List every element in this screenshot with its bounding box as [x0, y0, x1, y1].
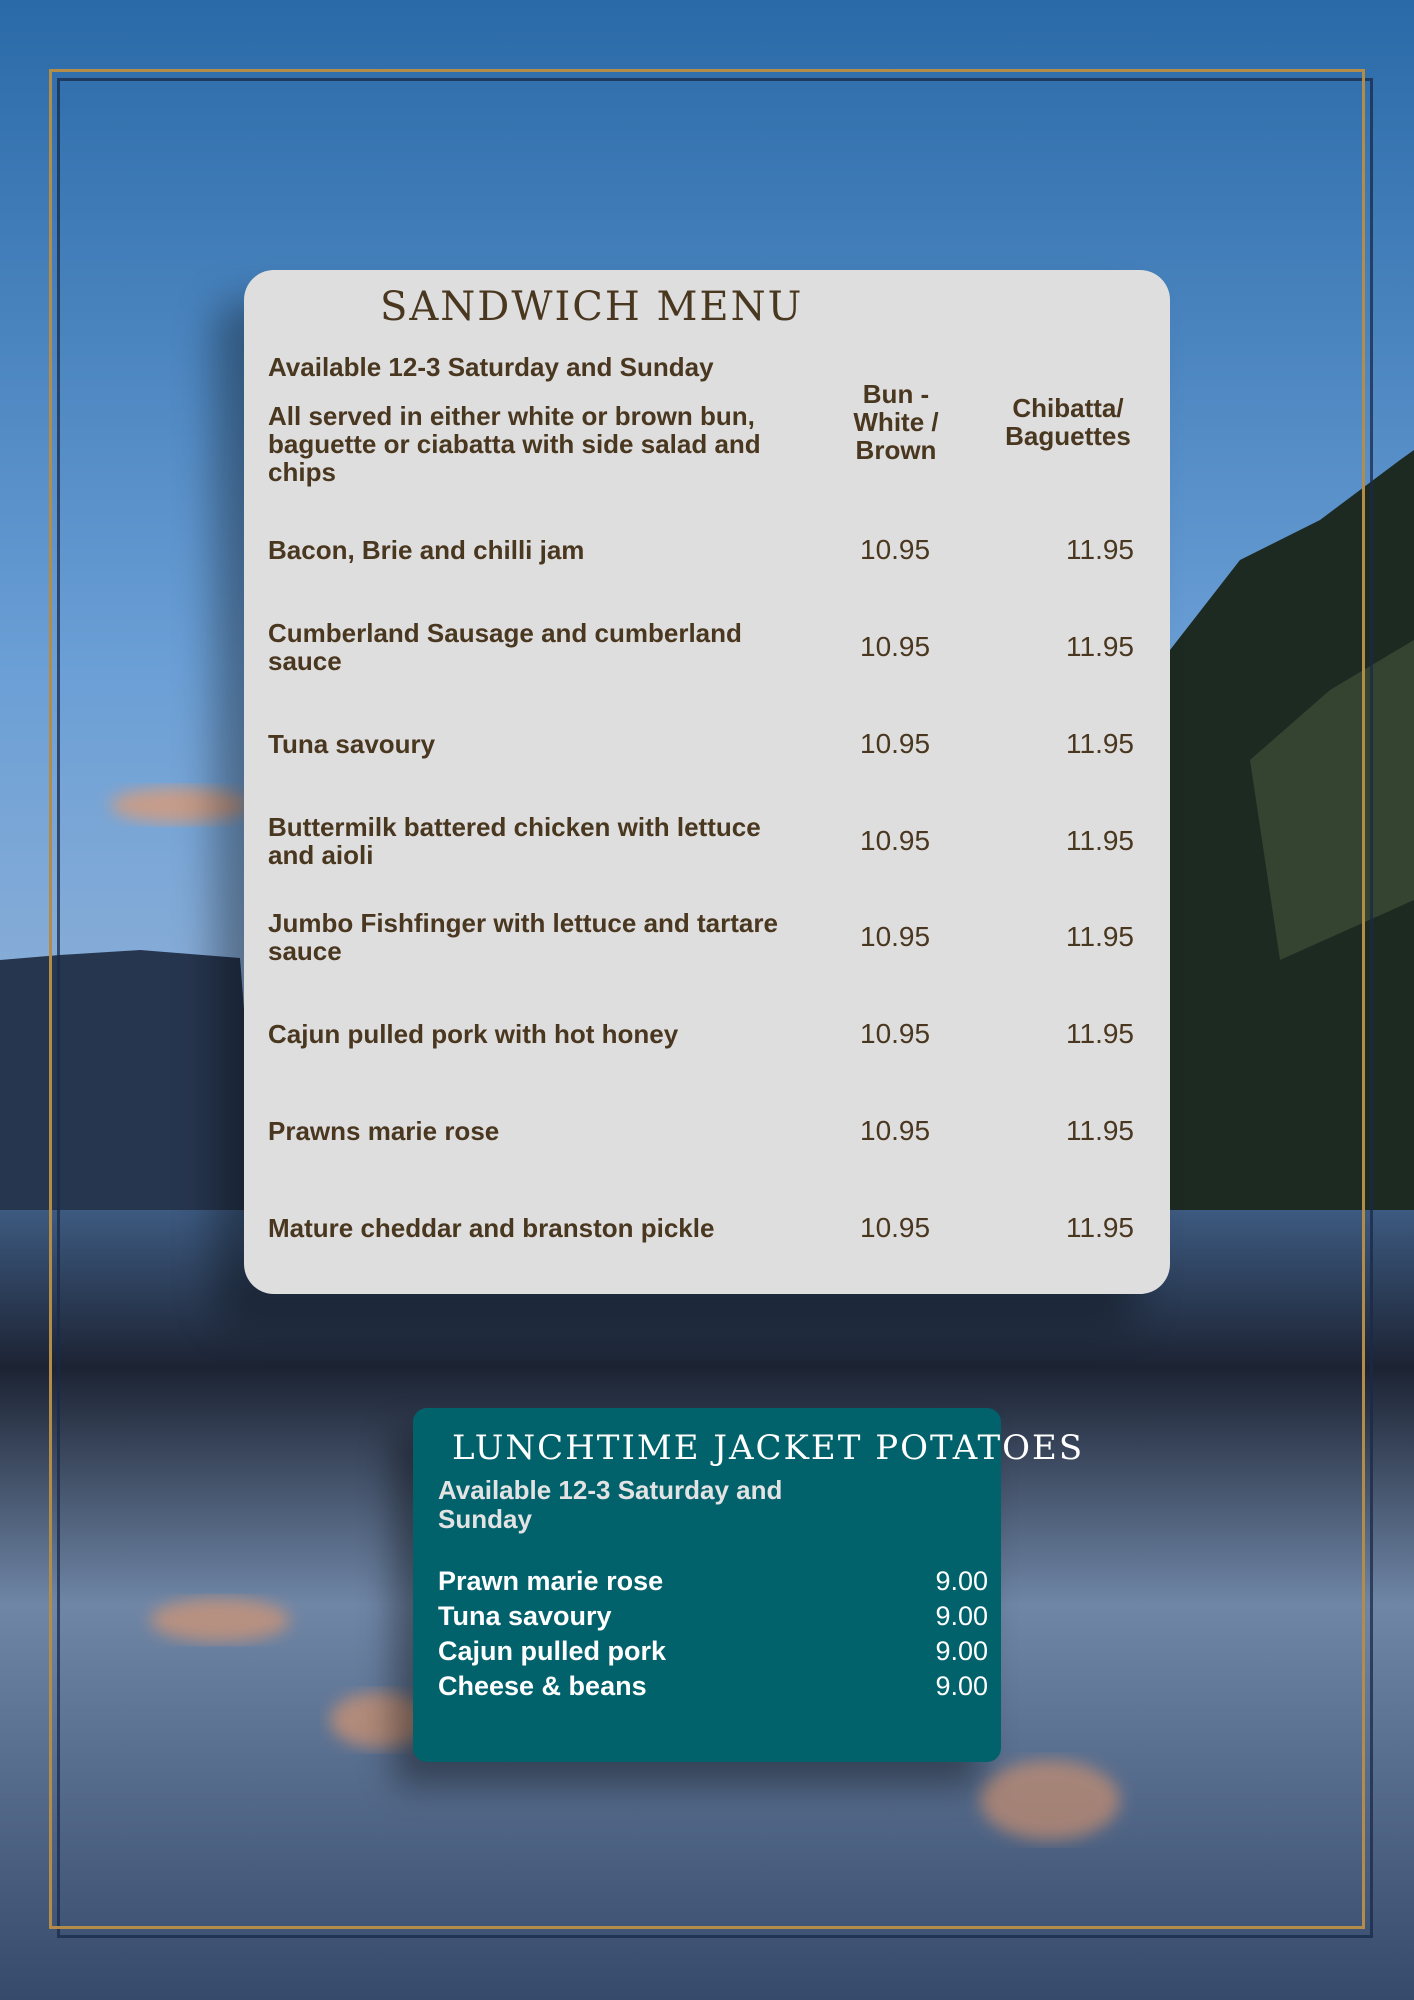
menu-row: [268, 811, 1148, 871]
column-header-bun: Bun - White / Brown: [853, 379, 939, 465]
menu-item-name: Tuna savoury: [268, 729, 436, 759]
sandwich-menu-title: SANDWICH MENU: [380, 284, 804, 330]
potato-item-name: Tuna savoury: [438, 1601, 612, 1631]
menu-item-name: Cumberland Sausage and cumberland sauce: [268, 618, 742, 676]
sandwich-availability: Available 12-3 Saturday and Sunday: [268, 352, 714, 382]
menu-item-name: Buttermilk battered chicken with lettuce and aioli: [268, 812, 761, 870]
menu-item-price-bun: 10.95: [860, 825, 931, 856]
menu-item-name: Jumbo Fishfinger with lettuce and tartare sauce: [268, 908, 778, 966]
menu-item-price-bun: 10.95: [860, 534, 931, 565]
column-header-baguette: Chibatta/ Baguettes: [1005, 393, 1131, 451]
menu-item-price-bun: 10.95: [860, 728, 931, 759]
sandwich-description: All served in either white or brown bun, baguette or ciabatta with side salad and chips: [268, 401, 761, 487]
menu-item-price-baguette: 11.95: [1066, 1212, 1134, 1243]
menu-item-name: Cajun pulled pork with hot honey: [268, 1019, 679, 1049]
menu-item-price-baguette: 11.95: [1066, 921, 1134, 952]
potato-item-price: 9.00: [935, 1636, 988, 1666]
potato-row: [438, 1601, 990, 1635]
potato-item-price: 9.00: [935, 1601, 988, 1631]
potato-row: [438, 1566, 990, 1600]
menu-item-price-bun: 10.95: [860, 1212, 931, 1243]
potato-item-name: Cajun pulled pork: [438, 1636, 667, 1666]
potato-row: [438, 1671, 990, 1705]
menu-row: [268, 617, 1148, 677]
menu-item-price-baguette: 11.95: [1066, 1115, 1134, 1146]
menu-item-name: Prawns marie rose: [268, 1116, 500, 1146]
potato-row: [438, 1636, 990, 1670]
menu-row: [268, 1101, 1148, 1161]
potato-item-price: 9.00: [935, 1671, 988, 1701]
menu-item-price-baguette: 11.95: [1066, 825, 1134, 856]
menu-row: [268, 1004, 1148, 1064]
menu-item-price-bun: 10.95: [860, 1018, 931, 1049]
menu-item-name: Mature cheddar and branston pickle: [268, 1213, 715, 1243]
menu-item-price-baguette: 11.95: [1066, 534, 1134, 565]
potato-item-name: Prawn marie rose: [438, 1566, 664, 1596]
potato-item-price: 9.00: [935, 1566, 988, 1596]
menu-item-price-baguette: 11.95: [1066, 631, 1134, 662]
menu-item-price-bun: 10.95: [860, 921, 931, 952]
jacket-potatoes-availability: Available 12-3 Saturday and Sunday: [438, 1475, 783, 1534]
menu-row: [268, 1198, 1148, 1258]
menu-item-price-baguette: 11.95: [1066, 1018, 1134, 1049]
menu-row: [268, 907, 1148, 967]
potato-item-name: Cheese & beans: [438, 1671, 647, 1701]
menu-row: [268, 520, 1148, 580]
jacket-potatoes-title: LUNCHTIME JACKET POTATOES: [452, 1428, 1085, 1468]
menu-item-price-bun: 10.95: [860, 631, 931, 662]
menu-item-name: Bacon, Brie and chilli jam: [268, 535, 585, 565]
menu-row: [268, 714, 1148, 774]
menu-item-price-bun: 10.95: [860, 1115, 931, 1146]
menu-item-price-baguette: 11.95: [1066, 728, 1134, 759]
